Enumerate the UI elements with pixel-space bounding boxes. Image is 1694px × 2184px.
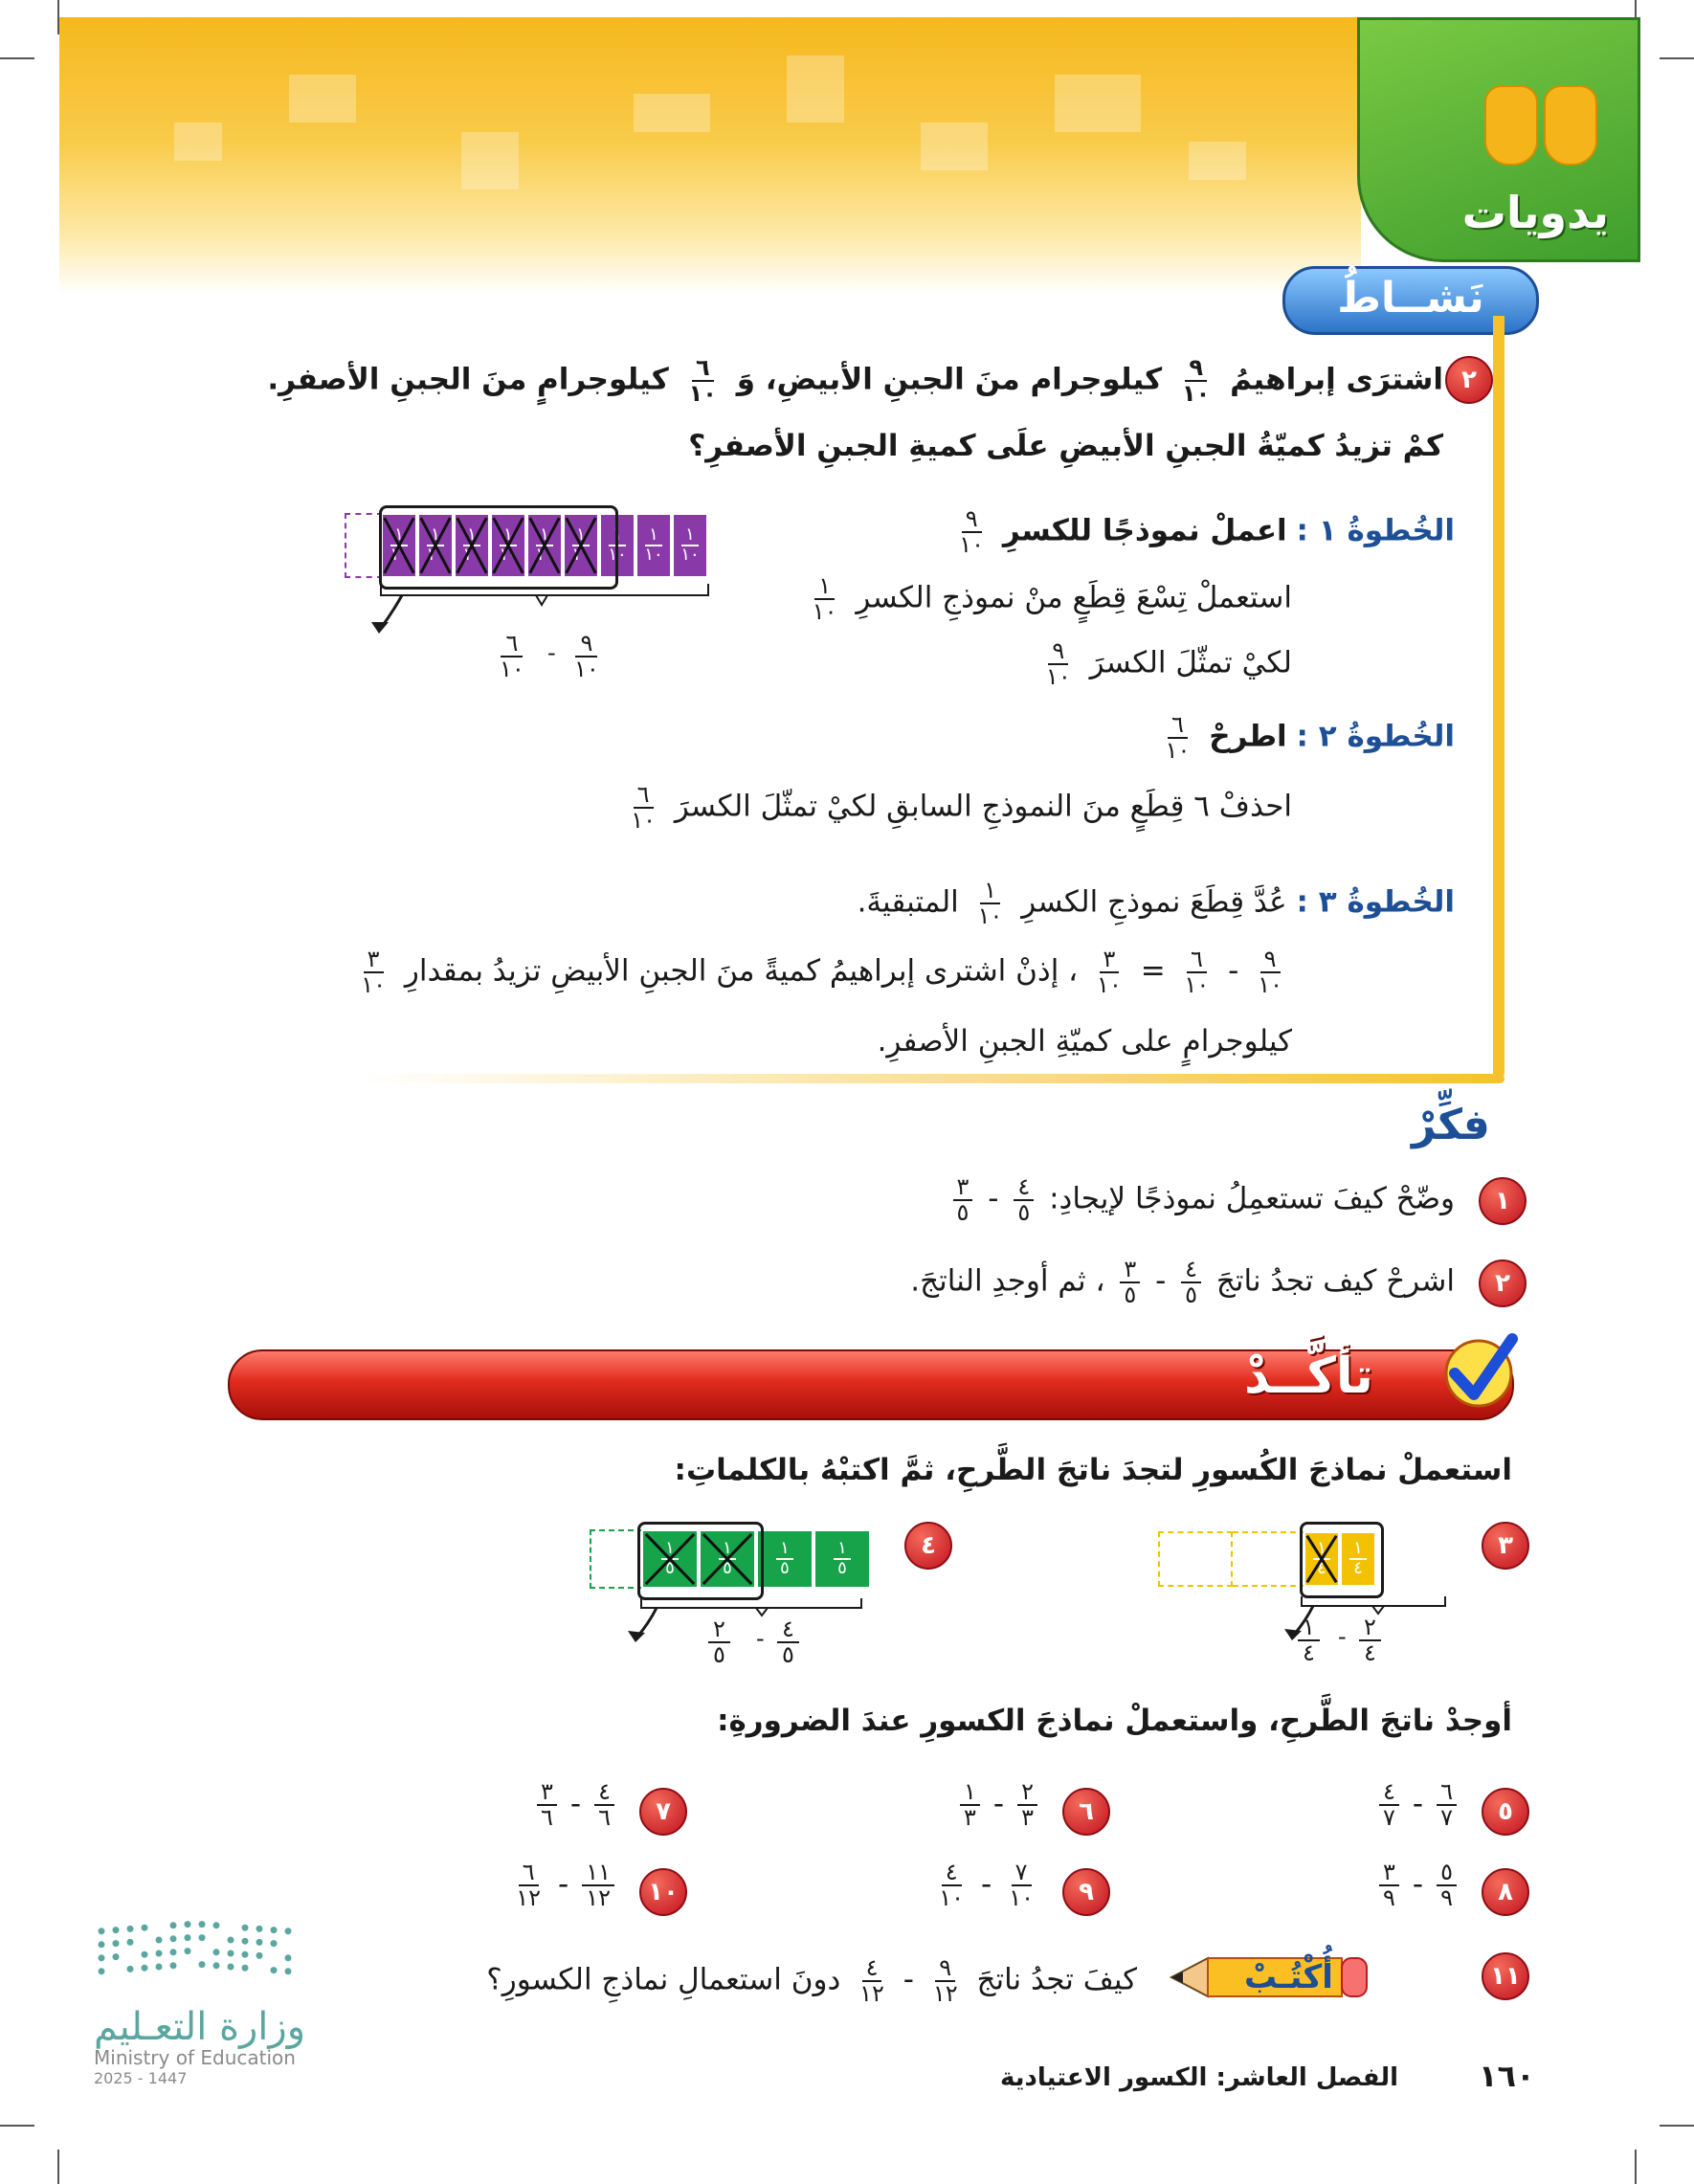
write-question: كيفَ تجدُ ناتجَ $\frac{٩}{١٢}$ - $\frac{٤}{١٢}$ دونَ استعمالِ نماذجِ الكسورِ؟ (486, 1954, 1137, 2008)
crop-mark (0, 57, 34, 59)
footer-chapter: الفصل العاشر: الكسور الاعتيادية (1000, 2063, 1399, 2092)
empty-cell (345, 513, 383, 578)
result-line1: $\frac{٩}{١٠}$ - $\frac{٦}{١٠}$ = $\frac{٣}{١٠}$ ، إذنْ اشترى إبراهيمُ كميةً منَ الجبنِ الأبيضِ تزيدُ بمقدارِ $\frac{٣}{١٠}$ (361, 946, 1282, 999)
crossed-group-outline (637, 1522, 764, 1600)
fraction: $\frac{١}{١٠}$ (499, 524, 518, 565)
result-line2: كيلوجرامٍ على كميّةِ الجبنِ الأصفرِ. (877, 1024, 1292, 1059)
step1-body2: لكيْ تمثّلَ الكسرَ $\frac{٩}{١٠}$ (1045, 637, 1292, 691)
question-number: ١ (1479, 1177, 1527, 1225)
problem-number: ٢ (1445, 356, 1493, 404)
fraction: ٩ ١٠ (574, 630, 599, 683)
ministry-year: 2025 - 1447 (94, 2069, 188, 2087)
fraction: ٦ ١٠ (500, 630, 524, 683)
fraction: $\frac{٤}{٧}$ (1379, 1780, 1399, 1830)
fraction: $\frac{١}{٤}$ (1313, 1540, 1330, 1578)
crop-mark (1635, 2150, 1637, 2184)
exercise-number: ٣ (1482, 1522, 1529, 1570)
hand-icon (1484, 85, 1538, 166)
exercise-number: ١١ (1482, 1952, 1529, 2000)
step1: الخُطوةُ ١ : اعملْ نموذجًا للكسرِ $\frac{٩}{١٠}$ (959, 505, 1455, 559)
step3: الخُطوةُ ٣ : عُدَّ قِطَعَ نموذجِ الكسرِ $\frac{١}{١٠}$ المتبقيةَ. (857, 877, 1455, 930)
step1-body1: استعملْ تِسْعَ قِطَعٍ منْ نموذجِ الكسرِ $\frac{١}{١٠}$ (812, 572, 1292, 626)
exercise-expression: $\frac{٦}{٧}$ - $\frac{٤}{٧}$ (1373, 1780, 1462, 1830)
empty-cell (1233, 1531, 1305, 1587)
fraction: $\frac{١}{١٠}$ (535, 524, 554, 565)
exercise-expression: $\frac{١١}{١٢}$ - $\frac{٦}{١٢}$ (506, 1861, 620, 1910)
fraction: $\frac{١}{١٠}$ (680, 524, 700, 565)
exercise-number: ١٠ (639, 1868, 687, 1916)
exercise-number: ٩ (1062, 1868, 1110, 1916)
crop-mark (57, 2150, 59, 2184)
fraction: $\frac{٤}{٦}$ (594, 1780, 614, 1830)
minus-sign: - (1338, 1623, 1347, 1650)
fraction: $\frac{١١}{١٢}$ (582, 1861, 614, 1910)
exercise-number: ٦ (1062, 1788, 1110, 1836)
activity-frame (1493, 316, 1505, 1081)
fraction: $\frac{١}{٥}$ (776, 1540, 793, 1578)
exercise-number: ٤ (904, 1522, 952, 1570)
fraction: $\frac{٢}{٣}$ (1017, 1780, 1037, 1830)
fraction: $\frac{١}{١٠}$ (426, 524, 445, 565)
fraction: $\frac{٩}{١٠}$ (1182, 354, 1211, 408)
bracket (622, 1593, 880, 1650)
fraction: $\frac{٧}{١٠}$ (1009, 1859, 1034, 1912)
manipulatives-tab (1357, 17, 1640, 262)
page-number: ١٦٠ (1479, 2058, 1535, 2094)
problem-text-line1: اشترَى إبراهيمُ $\frac{٩}{١٠}$ كيلوجرام منَ الجبنِ الأبيضِ، وَ $\frac{٦}{١٠}$ كيلوجرامٍ منَ الجبنِ الأصفرِ. (267, 354, 1443, 408)
fraction: $\frac{١}{٥}$ (834, 1540, 851, 1578)
manipulatives-label: يدويات (1461, 187, 1609, 238)
fraction: $\frac{١}{٥}$ (719, 1540, 736, 1578)
fraction-cell (756, 1529, 814, 1589)
empty-cell (590, 1529, 643, 1589)
fraction: $\frac{٦}{٧}$ (1437, 1780, 1457, 1830)
fraction: $\frac{٣}{٦}$ (537, 1780, 557, 1830)
crop-mark (1660, 2125, 1694, 2127)
empty-cell (1158, 1531, 1233, 1587)
fraction-cell (672, 513, 708, 578)
activity-frame-divider (364, 1074, 1505, 1083)
header-band (59, 17, 1361, 295)
fraction: $\frac{١}{٥}$ (661, 1540, 679, 1578)
hand-icon (1544, 85, 1597, 166)
fraction: $\frac{٣}{٩}$ (1379, 1861, 1399, 1910)
exercise-number: ٨ (1482, 1868, 1529, 1916)
activity-title: نَشــاطُ (1282, 266, 1539, 335)
exercise-number: ٥ (1482, 1788, 1529, 1836)
think-question-2: اشرحْ كيف تجدُ ناتجَ $\frac{٤}{٥}$ - $\frac{٣}{٥}$ ، ثم أوجدِ الناتجَ. (910, 1256, 1455, 1309)
crossed-group-outline (1300, 1522, 1384, 1598)
fraction: $\frac{١}{١٠}$ (571, 524, 591, 565)
think-question-1: وضّحْ كيفَ تستعمِلُ نموذجًا لإيجادِ: $\frac{٤}{٥}$ - $\frac{٣}{٥}$ (947, 1175, 1455, 1225)
exercise-expression: $\frac{٧}{١٠}$ - $\frac{٤}{١٠}$ (929, 1861, 1043, 1910)
fraction: ٢ ٤ (1359, 1616, 1381, 1665)
minus-sign: - (756, 1625, 765, 1652)
fraction: $\frac{٦}{١٠}$ (688, 354, 717, 408)
fraction: $\frac{١}{٣}$ (960, 1780, 980, 1830)
ministry-name-en: Ministry of Education (94, 2046, 296, 2069)
check-title: تأكَّــدْ (1244, 1348, 1373, 1405)
fraction: $\frac{١}{١٠}$ (390, 524, 409, 565)
fraction: $\frac{١}{١٠}$ (462, 524, 481, 565)
step2: الخُطوةُ ٢ : اطرحْ $\frac{٦}{١٠}$ (1165, 711, 1455, 765)
think-title: فكِّرْ (1412, 1101, 1490, 1149)
step2-body: احذفْ ٦ قِطَعٍ منَ النموذجِ السابقِ لكيْ تمثّلَ الكسرَ $\frac{٦}{١٠}$ (631, 781, 1292, 835)
fraction: $\frac{٦}{١٢}$ (516, 1859, 542, 1912)
question-number: ٢ (1479, 1259, 1527, 1307)
fraction-cell (635, 513, 672, 578)
exercise-number: ٧ (639, 1788, 687, 1836)
fraction: $\frac{١}{١٠}$ (608, 524, 627, 565)
fraction: ١ ٤ (1298, 1616, 1320, 1665)
checkmark-icon (1436, 1326, 1522, 1412)
minus-sign: - (547, 639, 556, 666)
exercise-expression: $\frac{٢}{٣}$ - $\frac{١}{٣}$ (954, 1780, 1043, 1830)
fraction: ٢ ٥ (708, 1617, 730, 1667)
problem-text-line2: كمْ تزيدُ كميّةُ الجبنِ الأبيضِ علَى كميةِ الجبنِ الأصفرِ؟ (688, 429, 1443, 463)
crop-mark (0, 2125, 34, 2127)
fraction: $\frac{١}{٤}$ (1349, 1540, 1367, 1578)
write-label: أُكْتُـبْ (1244, 1958, 1333, 1996)
ministry-name-ar: وزارة التعـليم (94, 2005, 306, 2049)
fraction: $\frac{٥}{٩}$ (1437, 1861, 1457, 1910)
exercise-expression: $\frac{٥}{٩}$ - $\frac{٣}{٩}$ (1373, 1861, 1462, 1910)
check-instruction-1: استعملْ نماذجَ الكُسورِ لتجدَ ناتجَ الطَّرحِ، ثمَّ اكتبْهُ بالكلماتِ: (674, 1453, 1512, 1487)
check-instruction-2: أوجدْ ناتجَ الطَّرحِ، واستعملْ نماذجَ الكسورِ عندَ الضرورةِ: (717, 1704, 1512, 1738)
fraction: ٤ ٥ (777, 1617, 799, 1667)
bracket (364, 574, 727, 641)
ministry-logo-icon (94, 1914, 304, 1991)
fraction: $\frac{١}{١٠}$ (644, 524, 663, 565)
fraction: $\frac{٤}{١٠}$ (939, 1859, 965, 1912)
crop-mark (1660, 57, 1694, 59)
exercise-expression: $\frac{٤}{٦}$ - $\frac{٣}{٦}$ (531, 1780, 620, 1830)
fraction-cell (814, 1529, 871, 1589)
